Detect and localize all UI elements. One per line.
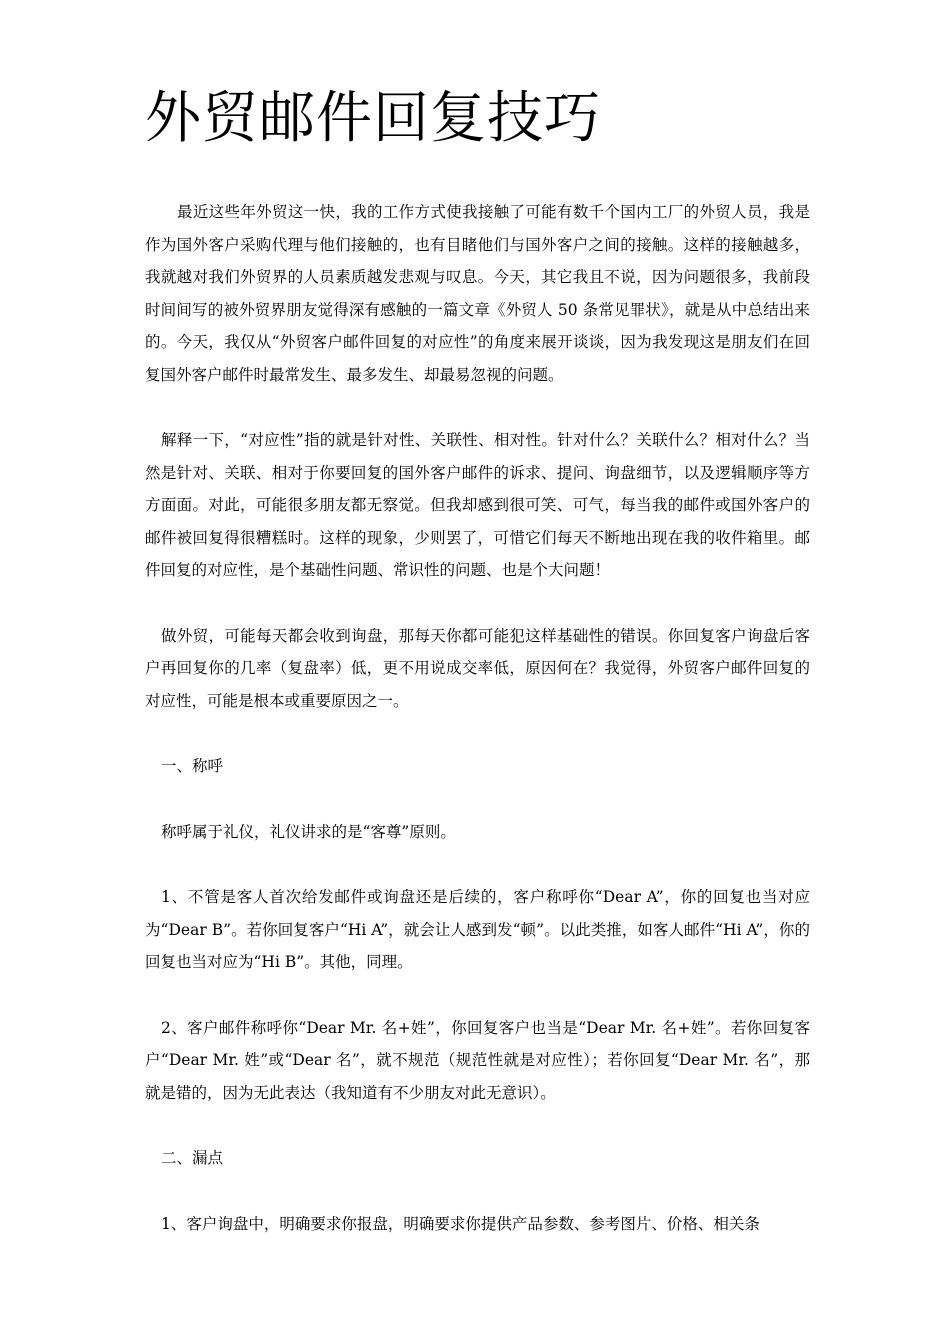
section-heading-salutation: 一、称呼 bbox=[161, 757, 224, 775]
document-title: 外贸邮件回复技巧 bbox=[145, 86, 601, 151]
paragraph-salutation-point-1: 1、不管是客人首次给发邮件或询盘还是后续的，客户称呼你“Dear A”，你的回复也当对应为“Dear B”。若你回复客户“Hi A”，就会让人感到发“顿”。以此类推，如客人邮件“Hi A”，你的回复也当对应为“Hi B”。其他，同理。 bbox=[145, 888, 810, 971]
paragraph-definition: 解释一下，“对应性”指的就是针对性、关联性、相对性。针对什么？关联什么？相对什么？当然是针对、关联、相对于你要回复的国外客户邮件的诉求、提问、询盘细节，以及逻辑顺序等方方面面。对此，可能很多朋友都无察觉。但我却感到很可笑、可气，每当我的邮件或国外客户的邮件被回复得很糟糕时。这样的现象，少则罢了，可惜它们每天不断地出现在我的收件箱里。邮件回复的对应性，是个基础性问题、常识性的问题、也是个大问题！ bbox=[145, 431, 810, 579]
section-heading-omissions: 二、漏点 bbox=[161, 1149, 224, 1167]
paragraph-salutation-principle: 称呼属于礼仪，礼仪讲求的是“客尊”原则。 bbox=[161, 822, 456, 841]
paragraph-intro: 最近这些年外贸这一快，我的工作方式使我接触了可能有数千个国内工厂的外贸人员，我是作为国外客户采购代理与他们接触的，也有目睹他们与国外客户之间的接触。这样的接触越多，我就越对我们外贸界的人员素质越发悲观与叹息。今天，其它我且不说，因为问题很多，我前段时间间写的被外贸界朋友觉得深有感触的一篇文章《外贸人 50 条常见罪状》，就是从中总结出来的。今天，我仅从“外贸客户邮件回复的对应性”的角度来展开谈谈，因为我发现这是朋友们在回复国外客户邮件时最常发生、最多发生、却最易忽视的问题。 bbox=[145, 203, 810, 384]
paragraph-inquiry: 做外贸，可能每天都会收到询盘，那每天你都可能犯这样基础性的错误。你回复客户询盘后客户再回复你的几率（复盘率）低，更不用说成交率低，原因何在？我觉得，外贸客户邮件回复的对应性，可能是根本或重要原因之一。 bbox=[145, 626, 810, 710]
paragraph-salutation-point-2: 2、客户邮件称呼你“Dear Mr. 名+姓”，你回复客户也当是“Dear Mr. 名+姓”。若你回复客户“Dear Mr. 姓”或“Dear 名”，就不规范（规范性就是对应性）；若你回复“Dear Mr. 名”，那就是错的，因为无此表达（我知道有不少朋友对此无意识）。 bbox=[145, 1018, 810, 1102]
paragraph-omissions-point-1: 1、客户询盘中，明确要求你报盘，明确要求你提供产品参数、参考图片、价格、相关条 bbox=[161, 1214, 760, 1233]
document-body bbox=[145, 196, 810, 1240]
